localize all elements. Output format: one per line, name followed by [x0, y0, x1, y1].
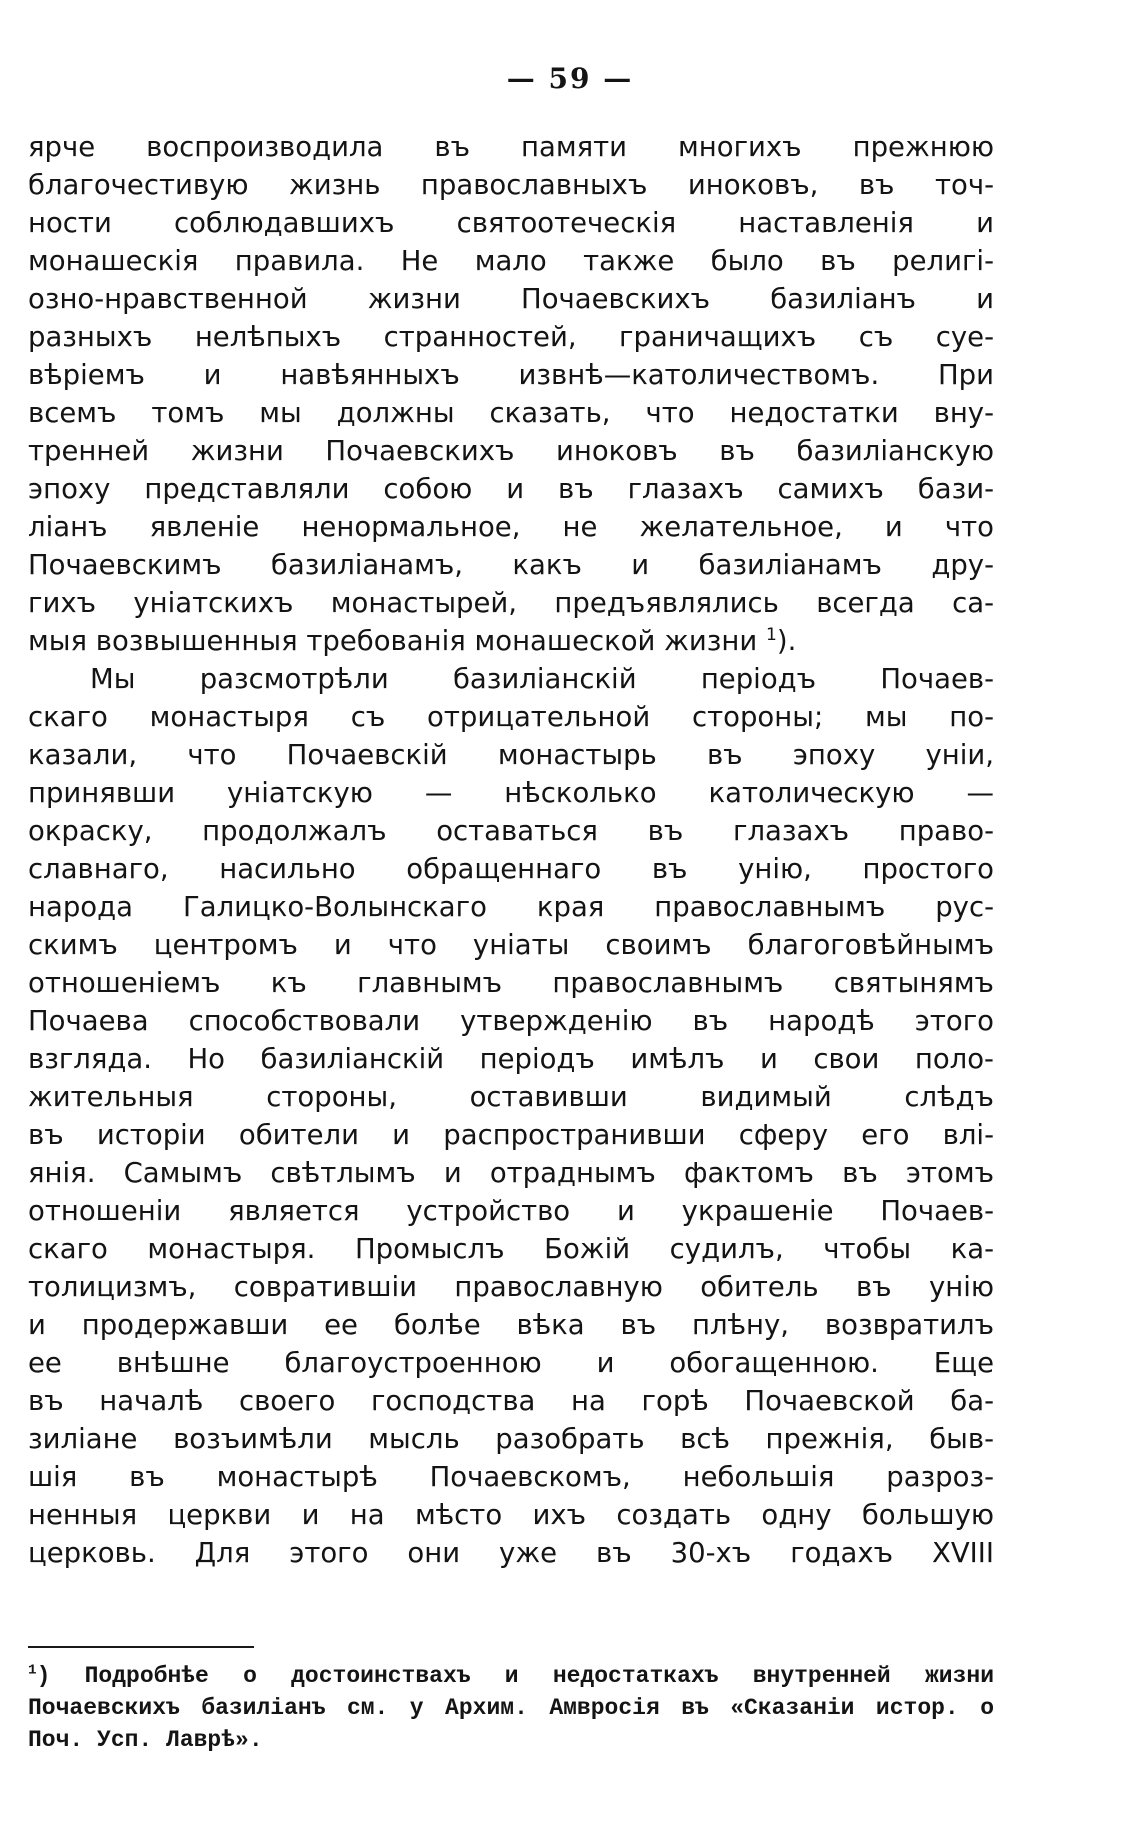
text-line: ности соблюдавшихъ святоотеческія наставленія и: [28, 207, 994, 239]
footnote-line: Почаевскихъ базиліанъ см. у Архим. Амвросія въ «Сказаніи истор. о: [28, 1695, 994, 1721]
text-line: отношеніи является устройство и украшеніе Почаев-: [28, 1195, 994, 1227]
main-text: [28, 128, 994, 1572]
text-line: монашескія правила. Не мало также было въ религі-: [28, 245, 994, 277]
text-line: гихъ уніатскихъ монастырей, предъявлялись всегда са-: [28, 587, 994, 619]
text-line: казали, что Почаевскій монастырь въ эпоху уніи,: [28, 739, 994, 771]
text-line: въ исторіи обители и распространивши сферу его влі-: [28, 1119, 994, 1151]
text-line: тренней жизни Почаевскихъ иноковъ въ базиліанскую: [28, 435, 994, 467]
text-line: всемъ томъ мы должны сказать, что недостатки вну-: [28, 397, 994, 429]
text-line: благочестивую жизнь православныхъ иноковъ, въ точ-: [28, 169, 994, 201]
footnote-divider: [28, 1646, 254, 1648]
text-line: славнаго, насильно обращеннаго въ унію, простого: [28, 853, 994, 885]
paragraph-end-line: [28, 622, 994, 660]
footnote-mark: $^1$): [28, 1662, 51, 1689]
footnote-reference: 1: [766, 624, 777, 645]
page-number: — 59 —: [506, 62, 634, 95]
text-line: янія. Самымъ свѣтлымъ и отраднымъ фактомъ въ этомъ: [28, 1157, 994, 1189]
text-line: въ началѣ своего господства на горѣ Почаевской ба-: [28, 1385, 994, 1417]
text-line: толицизмъ, совратившіи православную обитель въ унію: [28, 1271, 994, 1303]
text-line: окраску, продолжалъ оставаться въ глазахъ право-: [28, 815, 994, 847]
text-line: скаго монастыря съ отрицательной стороны; мы по-: [28, 701, 994, 733]
text-line: озно-нравственной жизни Почаевскихъ базиліанъ и: [28, 283, 994, 315]
text-line: и продержавши ее болѣе вѣка въ плѣну, возвратилъ: [28, 1309, 994, 1341]
text-line: взгляда. Но базиліанскій періодъ имѣлъ и свои поло-: [28, 1043, 994, 1075]
text-line: зиліане возъимѣли мысль разобрать всѣ прежнія, быв-: [28, 1423, 994, 1455]
text-line: ліанъ явленіе ненормальное, не желательное, и что: [28, 511, 994, 543]
footnote-line: Поч. Усп. Лаврѣ».: [28, 1727, 263, 1753]
text-line: шія въ монастырѣ Почаевскомъ, небольшія разроз-: [28, 1461, 994, 1493]
footnote: [28, 1660, 994, 1756]
text-line: ее внѣшне благоустроенною и обогащенною. Еще: [28, 1347, 994, 1379]
text-line: Почаевскимъ базиліанамъ, какъ и базиліанамъ дру-: [28, 549, 994, 581]
footnote-reference-close: ).: [776, 625, 797, 657]
paragraph-start-line: Мы разсмотрѣли базиліанскій періодъ Почаев-: [90, 663, 994, 695]
text-line: вѣріемъ и навѣянныхъ извнѣ—католичествомъ. При: [28, 359, 994, 391]
text-line: разныхъ нелѣпыхъ странностей, граничащихъ съ суе-: [28, 321, 994, 353]
text-line: народа Галицко-Волынскаго края православнымъ рус-: [28, 891, 994, 923]
text-line: эпоху представляли собою и въ глазахъ самихъ бази-: [28, 473, 994, 505]
text-line: церковь. Для этого они уже въ 30-хъ годахъ XVIII: [28, 1537, 994, 1569]
footnote-line-content: Подробнѣе о достоинствахъ и недостаткахъ внутренней жизни: [84, 1663, 994, 1689]
text-line: скаго монастыря. Промыслъ Божій судилъ, чтобы ка-: [28, 1233, 994, 1265]
text-line: отношеніемъ къ главнымъ православнымъ святынямъ: [28, 967, 994, 999]
footnote-first-line: [28, 1660, 994, 1692]
text-line: Почаева способствовали утвержденію въ народѣ этого: [28, 1005, 994, 1037]
text-line-content: мыя возвышенныя требованія монашеской жизни: [28, 625, 758, 657]
text-line: жительныя стороны, оставивши видимый слѣдъ: [28, 1081, 994, 1113]
text-line: принявши уніатскую — нѣсколько католическую —: [28, 777, 994, 809]
text-line: ярче воспроизводила въ памяти многихъ прежнюю: [28, 131, 994, 163]
text-line: скимъ центромъ и что уніаты своимъ благоговѣйнымъ: [28, 929, 994, 961]
text-line: ненныя церкви и на мѣсто ихъ создать одну большую: [28, 1499, 994, 1531]
